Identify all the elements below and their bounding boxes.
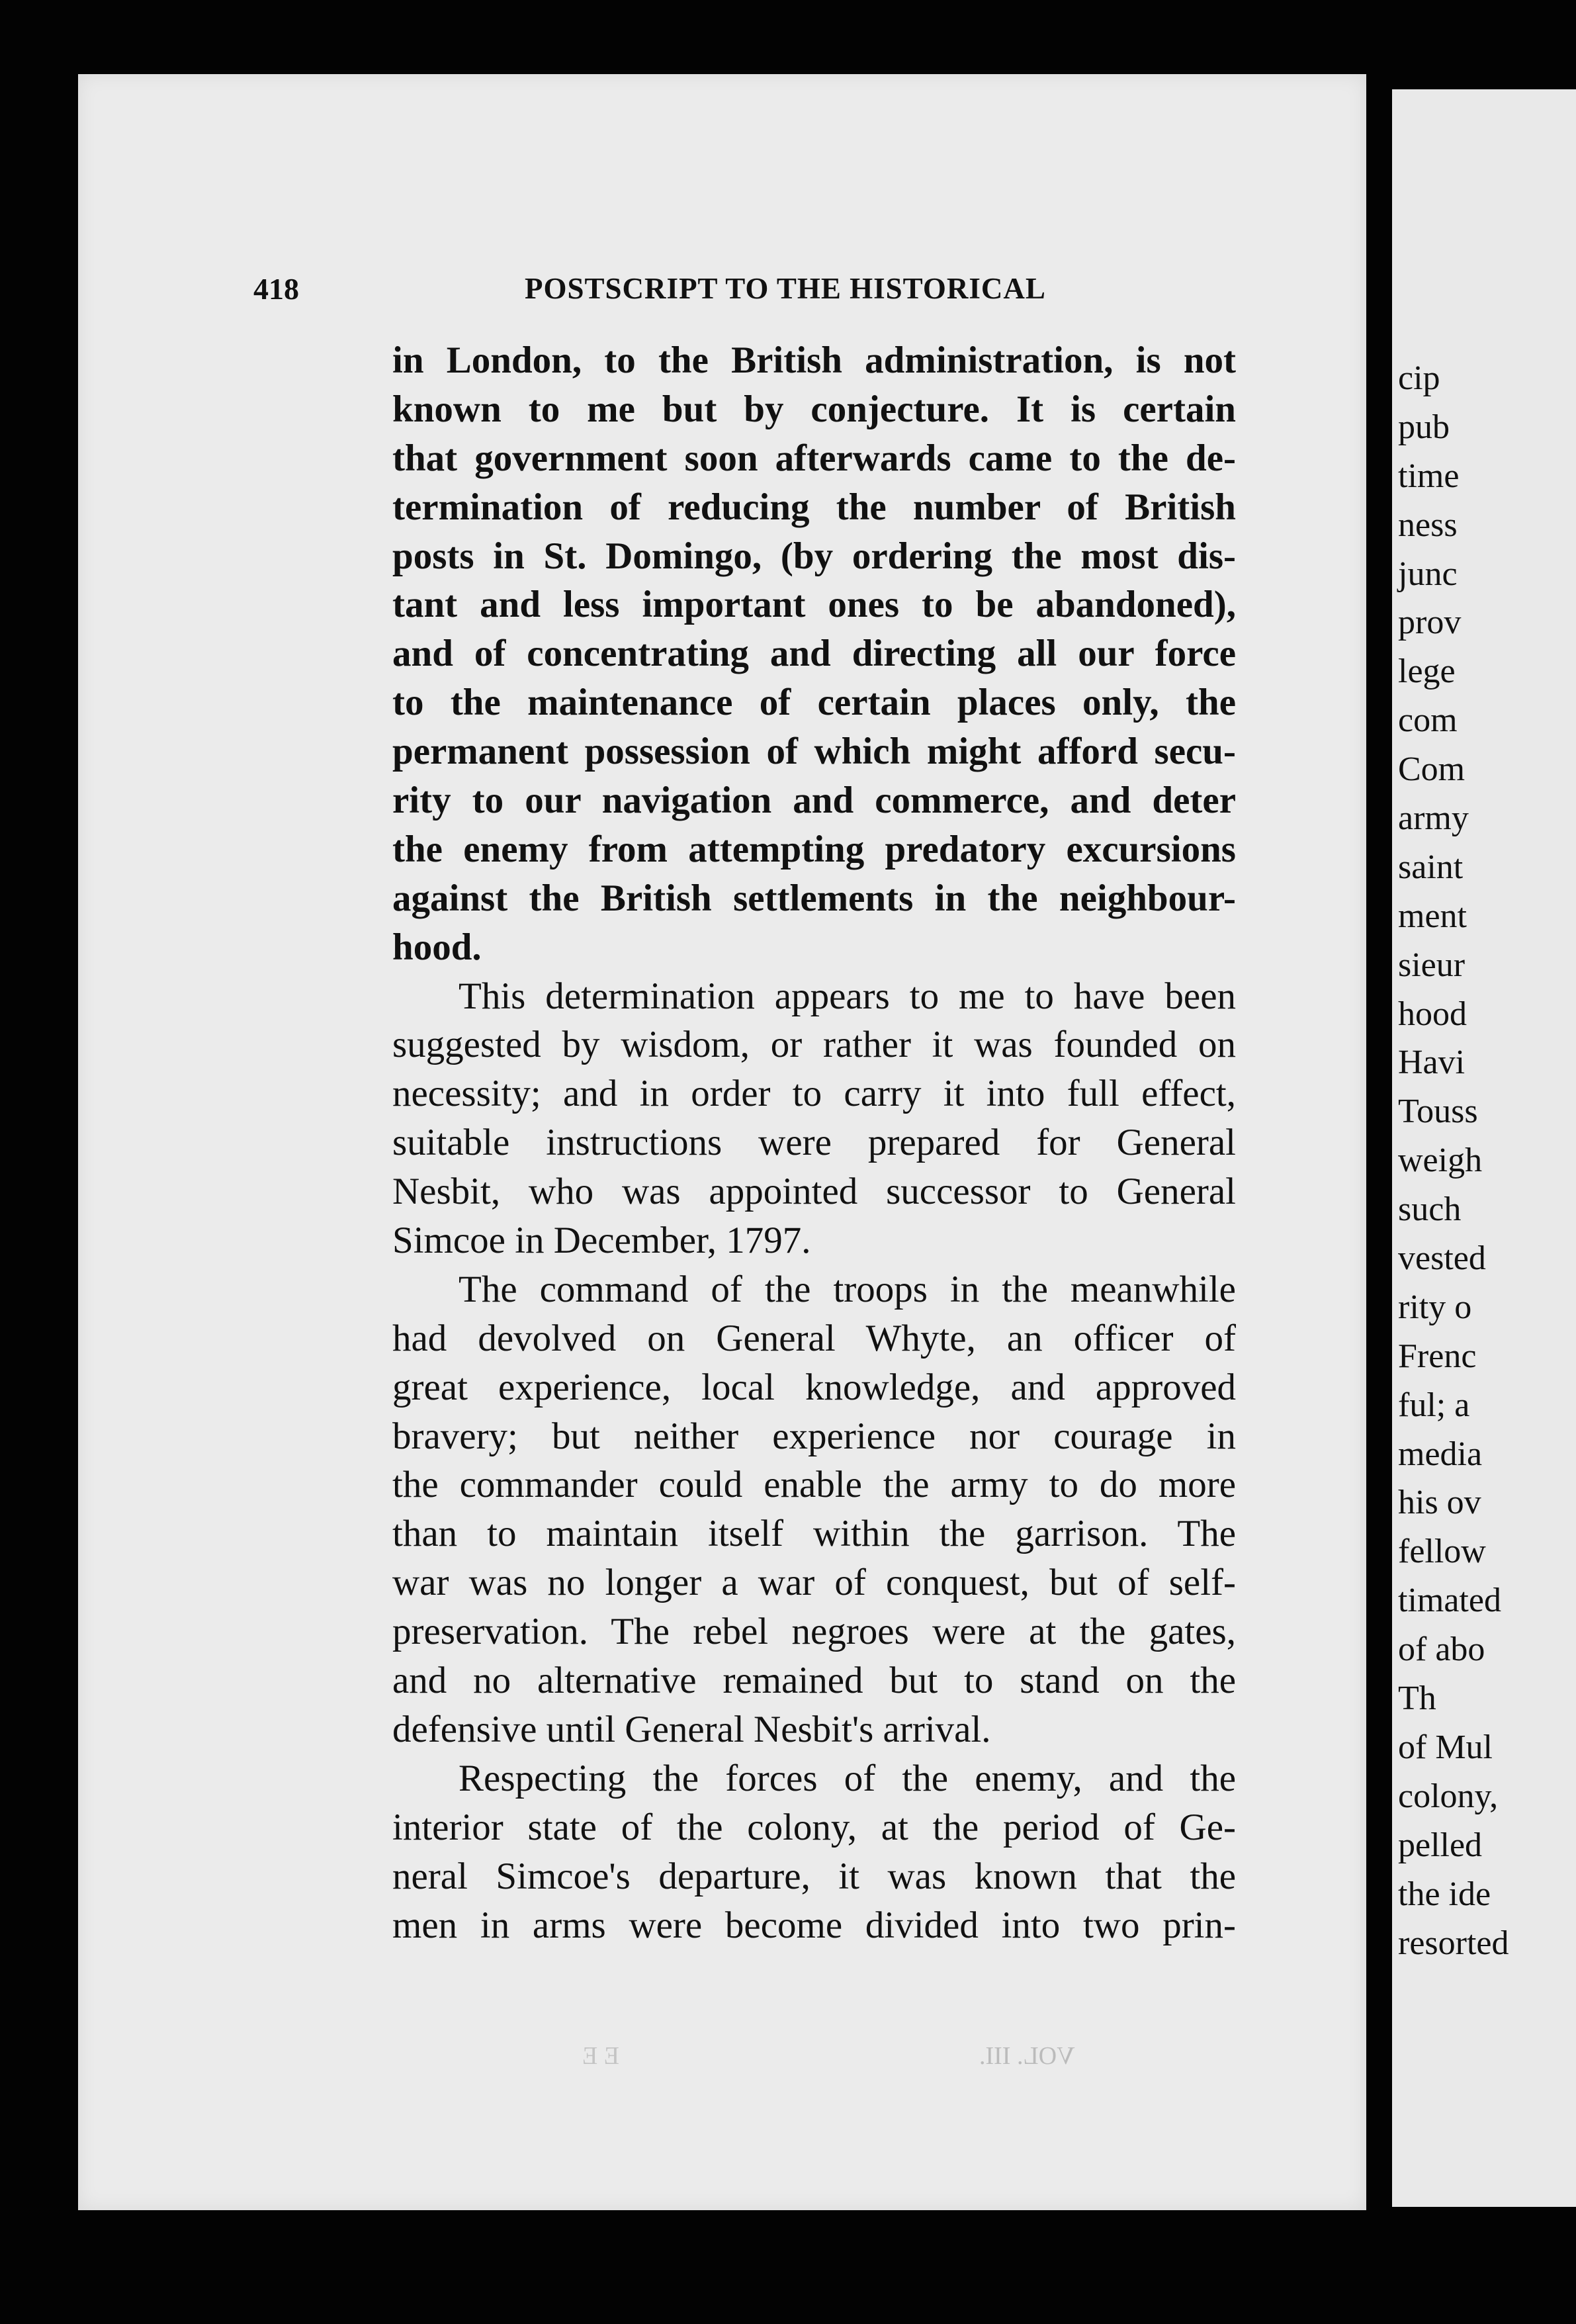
- right-text-line: army: [1398, 799, 1469, 838]
- right-text-line: weigh: [1398, 1141, 1483, 1180]
- text-line: defensive until General Nesbit's arrival.: [392, 1708, 991, 1750]
- text-line: war was no longer a war of conquest, but of self-: [392, 1562, 1236, 1604]
- right-text-line: of abo: [1398, 1631, 1485, 1669]
- right-text-line: vested: [1398, 1239, 1486, 1278]
- page-number: 418: [253, 272, 299, 306]
- right-text-line: hood: [1398, 995, 1467, 1033]
- text-line: suitable instructions were prepared for General: [392, 1122, 1236, 1164]
- right-text-line: colony,: [1398, 1777, 1499, 1815]
- right-text-line: media: [1398, 1435, 1483, 1473]
- text-line: in London, to the British administration, is not: [392, 339, 1236, 381]
- right-text-line: ness: [1398, 506, 1458, 544]
- right-text-line: the ide: [1398, 1875, 1491, 1913]
- bleed-through-signature: E E: [582, 2042, 619, 2070]
- right-text-line: ment: [1398, 897, 1467, 935]
- right-text-line: fellow: [1398, 1533, 1486, 1571]
- text-line: great experience, local knowledge, and approved: [392, 1366, 1236, 1408]
- text-line: Simcoe in December, 1797.: [392, 1220, 811, 1262]
- body-text: [392, 336, 1236, 1949]
- text-line: neral Simcoe's departure, it was known that the: [392, 1855, 1236, 1897]
- right-text-line: rity o: [1398, 1288, 1472, 1326]
- text-line: preservation. The rebel negroes were at the gates,: [392, 1611, 1236, 1653]
- running-head: POSTSCRIPT TO THE HISTORICAL: [525, 272, 1046, 305]
- right-text-line: lege: [1398, 652, 1456, 691]
- right-text-line: sieur: [1398, 946, 1466, 984]
- right-text-line: junc: [1398, 555, 1458, 593]
- text-line: the commander could enable the army to do more: [392, 1464, 1236, 1506]
- text-line: posts in St. Domingo, (by ordering the most dis-: [392, 535, 1236, 577]
- right-text-line: of Mul: [1398, 1728, 1493, 1766]
- text-line: had devolved on General Whyte, an officer of: [392, 1317, 1236, 1359]
- right-text-line: Th: [1398, 1679, 1436, 1718]
- text-line: rity to our navigation and commerce, and deter: [392, 780, 1236, 822]
- text-line: and of concentrating and directing all our force: [392, 633, 1236, 675]
- right-page-text: [1398, 354, 1576, 1967]
- text-line: necessity; and in order to carry it into full effect,: [392, 1073, 1236, 1115]
- text-line: men in arms were become divided into two prin-: [392, 1904, 1236, 1946]
- right-text-line: com: [1398, 701, 1458, 740]
- text-line: than to maintain itself within the garrison. The: [392, 1513, 1236, 1555]
- right-text-line: timated: [1398, 1582, 1501, 1620]
- right-text-line: saint: [1398, 848, 1464, 886]
- text-line: suggested by wisdom, or rather it was founded on: [392, 1024, 1236, 1066]
- text-line: that government soon afterwards came to the de-: [392, 437, 1236, 479]
- text-line: interior state of the colony, at the period of Ge-: [392, 1806, 1236, 1848]
- paragraph-start: Respecting the forces of the enemy, and the: [459, 1757, 1236, 1799]
- right-text-line: resorted: [1398, 1924, 1509, 1962]
- text-line: the enemy from attempting predatory excursions: [392, 828, 1236, 870]
- text-line: bravery; but neither experience nor courage in: [392, 1415, 1236, 1457]
- text-line: against the British settlements in the neighbour-: [392, 877, 1236, 919]
- right-text-line: pub: [1398, 408, 1450, 446]
- right-text-line: time: [1398, 457, 1460, 495]
- right-text-line: pelled: [1398, 1826, 1483, 1864]
- paragraph-start: The command of the troops in the meanwhile: [459, 1268, 1236, 1310]
- right-text-line: such: [1398, 1190, 1462, 1229]
- text-line: termination of reducing the number of British: [392, 486, 1236, 528]
- text-line: and no alternative remained but to stand on the: [392, 1660, 1236, 1702]
- right-text-line: his ov: [1398, 1484, 1481, 1522]
- text-line: to the maintenance of certain places only, the: [392, 682, 1236, 724]
- right-text-line: Touss: [1398, 1093, 1478, 1131]
- right-text-line: cip: [1398, 359, 1440, 397]
- right-text-line: Frenc: [1398, 1337, 1477, 1375]
- text-line: permanent possession of which might afford secu-: [392, 731, 1236, 773]
- paragraph-start: This determination appears to me to have been: [459, 975, 1236, 1017]
- bleed-through-footer: VOL. III.: [979, 2042, 1075, 2070]
- right-text-line: ful; a: [1398, 1386, 1470, 1424]
- text-line: Nesbit, who was appointed successor to General: [392, 1171, 1236, 1213]
- text-line: known to me but by conjecture. It is certain: [392, 388, 1236, 430]
- text-line: hood.: [392, 926, 482, 968]
- text-line: tant and less important ones to be abandoned),: [392, 584, 1236, 626]
- page-header: [253, 271, 1114, 318]
- right-text-line: Havi: [1398, 1044, 1466, 1082]
- right-text-line: prov: [1398, 603, 1462, 642]
- right-text-line: Com: [1398, 750, 1466, 789]
